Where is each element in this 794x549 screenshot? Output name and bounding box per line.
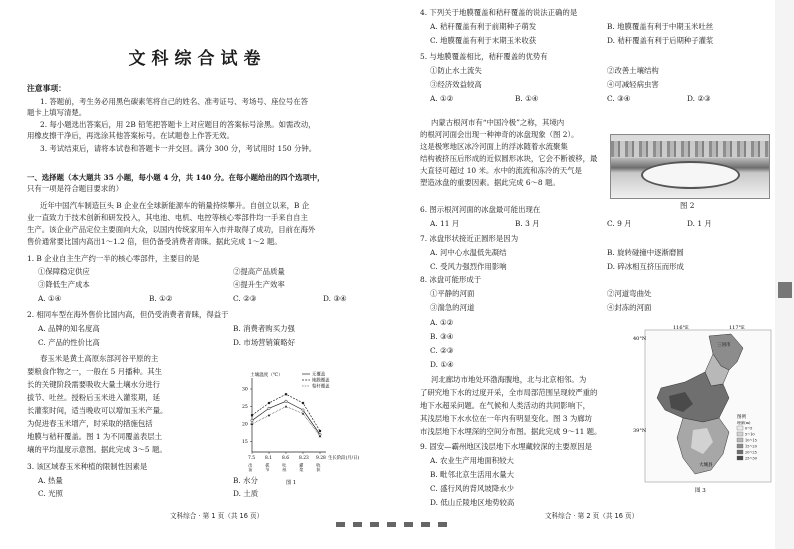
passage-line: 的根河河面会出现一种神奇的冰盘现象（图 2）。 [420, 130, 579, 139]
question-1: 1. B 企业自主生产约一半的核心零部件，主要目的是 [27, 254, 200, 263]
chart-point [302, 412, 305, 414]
chart-x-tick-label: 8.23 [299, 456, 309, 461]
chart-x-tick-label: 8.1 [265, 456, 272, 461]
q5-answer-d: D. ②③ [687, 94, 711, 103]
chart-y-tick-label: 20 [242, 422, 248, 428]
map-coord-label: 40°N [633, 336, 647, 342]
chart-legend-label: 无覆盖 [312, 372, 326, 378]
chart-y-label: 土壤温度（℃） [250, 373, 283, 378]
q4-option-c: C. 地膜覆盖有利于末期玉米收获 [430, 36, 537, 45]
notice-line: 用橡皮擦干净后，再选涂其他答案标号。在试题卷上作答无效。 [27, 131, 234, 140]
passage-line: 市浅层地下水埋深的空间分布图。据此完成 9～11 题。 [420, 427, 602, 436]
passage-line: 这是极寒地区冰冷河面上的浮冰随着水流聚集 [420, 142, 568, 151]
soil-temperature-chart [234, 368, 360, 486]
chart-series-line [252, 407, 320, 437]
section-heading-cont: 只有一项是符合题目要求的） [27, 184, 124, 193]
question-4: 4. 下列关于地膜覆盖和秸秆覆盖的说法正确的是 [420, 8, 578, 17]
q4-option-b: B. 地膜覆盖有利于中期玉米吐丝 [607, 22, 714, 31]
chart-x-tick-label: 7.5 [248, 456, 255, 461]
chart-x-label: 生长阶段(月/日) [328, 456, 360, 461]
q1-option: ③降低生产成本 [38, 280, 90, 289]
q7-option-c: C. 受风力强烈作用影响 [430, 262, 507, 271]
q5-answer-a: A. ①② [430, 94, 454, 103]
map-coord-label: 116°E [673, 325, 689, 331]
map-legend-item: 15~20 [745, 444, 757, 449]
notice-line: 3. 考试结束后，请将本试卷和答题卡一并交回。满分 300 分，考试用时 150 分钟。 [40, 144, 317, 153]
q7-option-a: A. 河中心水温低先凝结 [430, 248, 507, 257]
page-marker-tab[interactable] [778, 282, 792, 298]
chart-point [302, 409, 304, 411]
map-legend-item: 20~25 [745, 450, 757, 455]
chart-point [285, 393, 287, 395]
q1-answer-d: D. ③④ [323, 294, 347, 303]
q9-option-a: A. 农业生产用地面积较大 [430, 456, 514, 465]
map-legend-item: 5~10 [745, 432, 755, 437]
passage-line: 生产。该企业产品定位主要面向大众，以国内传统家用车入市并取得了成功，目前在海外 [27, 225, 316, 234]
passage-line: 壤的平均温度示意图。据此完成 3～5 题。 [27, 445, 167, 454]
q9-option-d: D. 低山丘陵地区地势较高 [430, 498, 515, 507]
page-dot[interactable] [353, 522, 362, 527]
ice-disc-photo [610, 134, 770, 199]
question-7: 7. 冰盘形状接近正圆形是因为 [420, 234, 519, 243]
passage-line: 拔节、吐丝。授粉后玉米进入灌浆期，延 [27, 393, 161, 402]
q3-option-d: D. 土质 [233, 489, 259, 498]
page-scroll-sidebar[interactable] [775, 0, 794, 549]
langfang-groundwater-map [633, 326, 773, 494]
chart-point [285, 400, 287, 402]
q8-answer-b: B. ③④ [430, 332, 454, 341]
chart-stage-label: 灌浆 [299, 463, 305, 472]
q3-option-b: B. 水分 [233, 476, 258, 485]
map-coord-label: 117°E [729, 325, 745, 331]
passage-line: 长的关键阶段需要吸收大量土壤水分进行 [27, 380, 161, 389]
section-heading: 一、选择题（本大题共 35 小题，每小题 4 分，共 140 分。在每小题给出的四个选项中， [27, 173, 325, 182]
map-place-label: 大城县 [699, 463, 713, 468]
map-place-label: 三河市 [717, 343, 731, 348]
chart-stage-label: 收获 [316, 463, 322, 472]
chart-y-tick-label: 30 [242, 387, 248, 393]
passage-line: 长灌浆时间，适当晚收可以增加玉米产量。 [27, 406, 168, 415]
figure-3-caption: 图 3 [695, 488, 706, 494]
chart-legend-label: 地膜覆盖 [312, 378, 330, 384]
passage-line: 要粮食作物之一，一般在 5 月播种。其生 [27, 367, 163, 376]
chart-stage-label: 拔节 [265, 463, 271, 472]
q8-option: ③湍急的河道 [430, 303, 475, 312]
map-legend-item: 埋深(m) [737, 421, 751, 425]
q1-answer-b: B. ①② [149, 294, 173, 303]
page-dot[interactable] [370, 522, 379, 527]
question-8: 8. 冰盘可能形成于 [420, 275, 482, 284]
chart-caption: 图 1 [286, 480, 297, 486]
passage-line: 内蒙古根河市有“中国冷极”之称，其境内 [431, 118, 565, 127]
passage-line: 其浅层地下水水位在一年内有明显变化。图 3 为廊坊 [420, 414, 592, 423]
q1-option: ①保障稳定供应 [38, 267, 90, 276]
q2-option-b: B. 消费者购买力强 [233, 324, 295, 333]
map-legend-title: 图例 [737, 415, 746, 420]
question-2: 2. 相同车型在海外售价比国内高，但仍受消费者青睐，得益于 [27, 310, 229, 319]
passage-line: 售价通常要比国内高出1～1.2 倍，但仍备受消费者青睐。据此完成 1～2 题。 [27, 237, 282, 246]
q2-option-a: A. 品牌的知名度高 [38, 324, 100, 333]
q4-option-d: D. 秸秆覆盖有利于后期种子灌浆 [607, 36, 714, 45]
q1-answer-c: C. ②③ [233, 294, 257, 303]
q6-option-d: D. 1 月 [687, 219, 712, 228]
q9-option-b: B. 毗邻北京生活用水量大 [430, 470, 515, 479]
passage-line: 为促进春玉米增产，时采取的措施包括 [27, 419, 153, 428]
passage-line: 业一直致力于技术创新和研发投入，其电池、电机、电控等核心零部件均一手来自自主 [27, 213, 308, 222]
q8-option: ①平静的河面 [430, 289, 475, 298]
q4-option-a: A. 秸秆覆盖有利于前期种子萌发 [430, 22, 537, 31]
q8-answer-d: D. ①④ [430, 360, 454, 369]
q8-answer-a: A. ①② [430, 318, 454, 327]
passage-line: 结构被挤压后形成的近似圆形冰块，它会不断被移，最 [420, 154, 598, 163]
chart-y-tick-label: 25 [242, 405, 248, 411]
q1-option: ④提升生产效率 [233, 280, 285, 289]
map-legend-item: 10~15 [745, 438, 757, 443]
chart-stage-label: 吐丝 [282, 463, 288, 472]
q9-option-c: C. 盛行风的背风坡降水少 [430, 484, 514, 493]
chart-point [268, 402, 270, 404]
chart-point [268, 407, 270, 409]
question-5: 5. 与地膜覆盖相比，秸秆覆盖的优势有 [420, 52, 548, 61]
right-page [397, 0, 775, 549]
passage-line: 近年中国汽车制造巨头 B 企业在全球新能源车的销量持续攀升。自创立以来，B 企 [40, 201, 310, 210]
q5-option: ③经济效益较高 [430, 80, 482, 89]
q5-answer-b: B. ①④ [515, 94, 539, 103]
passage-line: 了研究地下水的过度开采，全市局部范围呈现较严重的 [420, 388, 598, 397]
q2-option-d: D. 市场营销策略好 [233, 338, 296, 347]
chart-point [302, 402, 304, 404]
chart-series-line [252, 394, 320, 431]
q1-option: ②提高产品质量 [233, 267, 285, 276]
chart-x-tick-label: 8.6 [282, 456, 289, 461]
photo-trees [611, 141, 769, 157]
figure-2-caption: 图 2 [680, 201, 695, 210]
chart-point [251, 414, 253, 416]
map-legend-item: 0~5 [745, 426, 753, 431]
chart-point [285, 405, 288, 407]
chart-point [268, 414, 271, 416]
q5-option: ②改善土壤结构 [607, 66, 659, 75]
map-coord-label: 39°N [633, 428, 647, 434]
q6-option-b: B. 3 月 [515, 219, 540, 228]
passage-line: 地膜与秸秆覆盖。图 1 为不同覆盖表层土 [27, 432, 163, 441]
page-footer: 文科综合 · 第 1 页（共 16 页） [170, 512, 264, 520]
page-footer: 文科综合 · 第 2 页（共 16 页） [545, 512, 639, 520]
question-6: 6. 图示根河河面的冰盘最可能出现在 [420, 205, 541, 214]
page-title: 文科综合试卷 [128, 49, 267, 69]
q8-option: ②河道弯曲处 [607, 289, 652, 298]
page-dot[interactable] [387, 522, 396, 527]
chart-point [319, 430, 321, 432]
q5-option: ①防止水土流失 [430, 66, 482, 75]
q5-answer-c: C. ③④ [607, 94, 631, 103]
q6-option-a: A. 11 月 [430, 219, 460, 228]
photo-ice-disc [641, 161, 740, 189]
passage-line: 春玉米是黄土高原东部河谷平原的主 [40, 354, 159, 363]
q1-answer-a: A. ①④ [38, 294, 62, 303]
q6-option-c: C. 9 月 [607, 219, 632, 228]
chart-x-tick-label: 9.28 [316, 456, 326, 461]
chart-point [251, 419, 253, 421]
chart-legend-label: 秸秆覆盖 [312, 384, 330, 390]
notice-line: 2. 每小题选出答案后，用 2B 铅笔把答题卡上对应题目的答案标号涂黑。如需改动， [40, 120, 316, 129]
q8-answer-c: C. ②③ [430, 346, 454, 355]
passage-line: 塑造冰盘的重要因素。据此完成 6～8 题。 [420, 178, 560, 187]
q7-option-b: B. 旋转碰撞中逐渐磨圆 [607, 248, 684, 257]
q3-option-c: C. 光照 [38, 489, 63, 498]
page-dot[interactable] [336, 522, 345, 527]
notice-line: 题卡上填写清楚。 [27, 108, 87, 117]
q3-option-a: A. 热量 [38, 476, 63, 485]
notice-heading: 注意事项： [27, 84, 66, 93]
q7-option-d: D. 碎冰相互挤压而形成 [607, 262, 684, 271]
chart-stage-label: 出苗 [248, 463, 254, 472]
passage-line: 地下水超采问题。在气候和人类活动的共同影响下， [420, 401, 590, 410]
question-9: 9. 固安—霸州地区浅层地下水埋藏较深的主要原因是 [420, 442, 592, 451]
map-legend-item: 25~30 [745, 456, 757, 461]
passage-line: 河北廊坊市地处环渤海腹地，北与北京相邻。为 [431, 375, 587, 384]
chart-y-tick-label: 15 [242, 440, 248, 446]
question-3: 3. 该区域春玉米种植的限制性因素是 [27, 462, 148, 471]
notice-line: 1. 答题前，考生务必用黑色碳素笔将自己的姓名、准考证号、考场号、座位号在答 [40, 97, 309, 106]
q2-option-c: C. 产品的性价比高 [38, 338, 100, 347]
passage-line: 大直径可超过 10 米。水中的流流和冻冷的天气是 [420, 166, 582, 175]
q5-option: ④可减轻病虫害 [607, 80, 659, 89]
q8-option: ④封冻的河面 [607, 303, 652, 312]
